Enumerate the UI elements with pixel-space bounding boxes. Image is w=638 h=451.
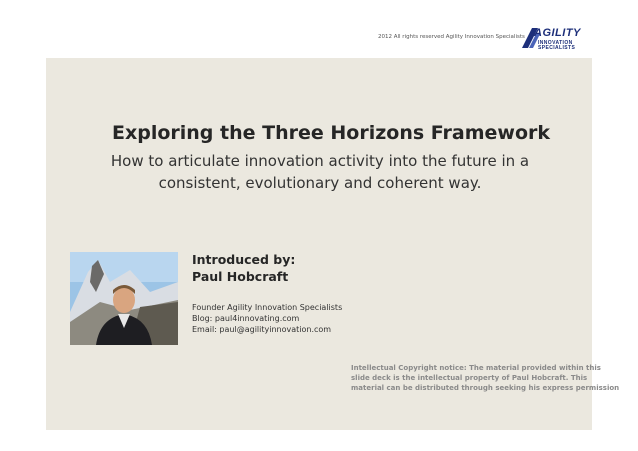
email-line: Email: paul@agilityinnovation.com [192, 325, 332, 334]
blog-line: Blog: paul4innovating.com [192, 314, 300, 323]
slide-title: Exploring the Three Horizons Framework [112, 122, 551, 144]
notice-line: material can be distributed through seeking his express permission [351, 384, 620, 392]
subtitle-line: consistent, evolutionary and coherent way. [158, 174, 482, 192]
company-logo [520, 26, 580, 50]
notice-line: Intellectual Copyright notice: The material provided within this [351, 364, 601, 372]
presenter-name: Paul Hobcraft [192, 269, 289, 284]
subtitle-line: How to articulate innovation activity into the future in a [110, 152, 530, 170]
notice-line: slide deck is the intellectual property of Paul Hobcraft. This [351, 374, 588, 382]
logo-line-2: SPECIALISTS [538, 45, 576, 51]
presenter-photo [70, 252, 178, 345]
copyright-notice [351, 363, 620, 393]
presenter-details [192, 302, 342, 335]
copyright-text: 2012 All rights reserved Agility Innovation Specialists [378, 34, 525, 40]
presenter-block [192, 251, 295, 285]
logo-line-1: INNOVATION [538, 40, 573, 46]
introduced-label: Introduced by: [192, 252, 296, 267]
logo-word: AGILITY [534, 27, 581, 39]
slide-subtitle [100, 150, 540, 194]
founder-line: Founder Agility Innovation Specialists [192, 303, 343, 312]
